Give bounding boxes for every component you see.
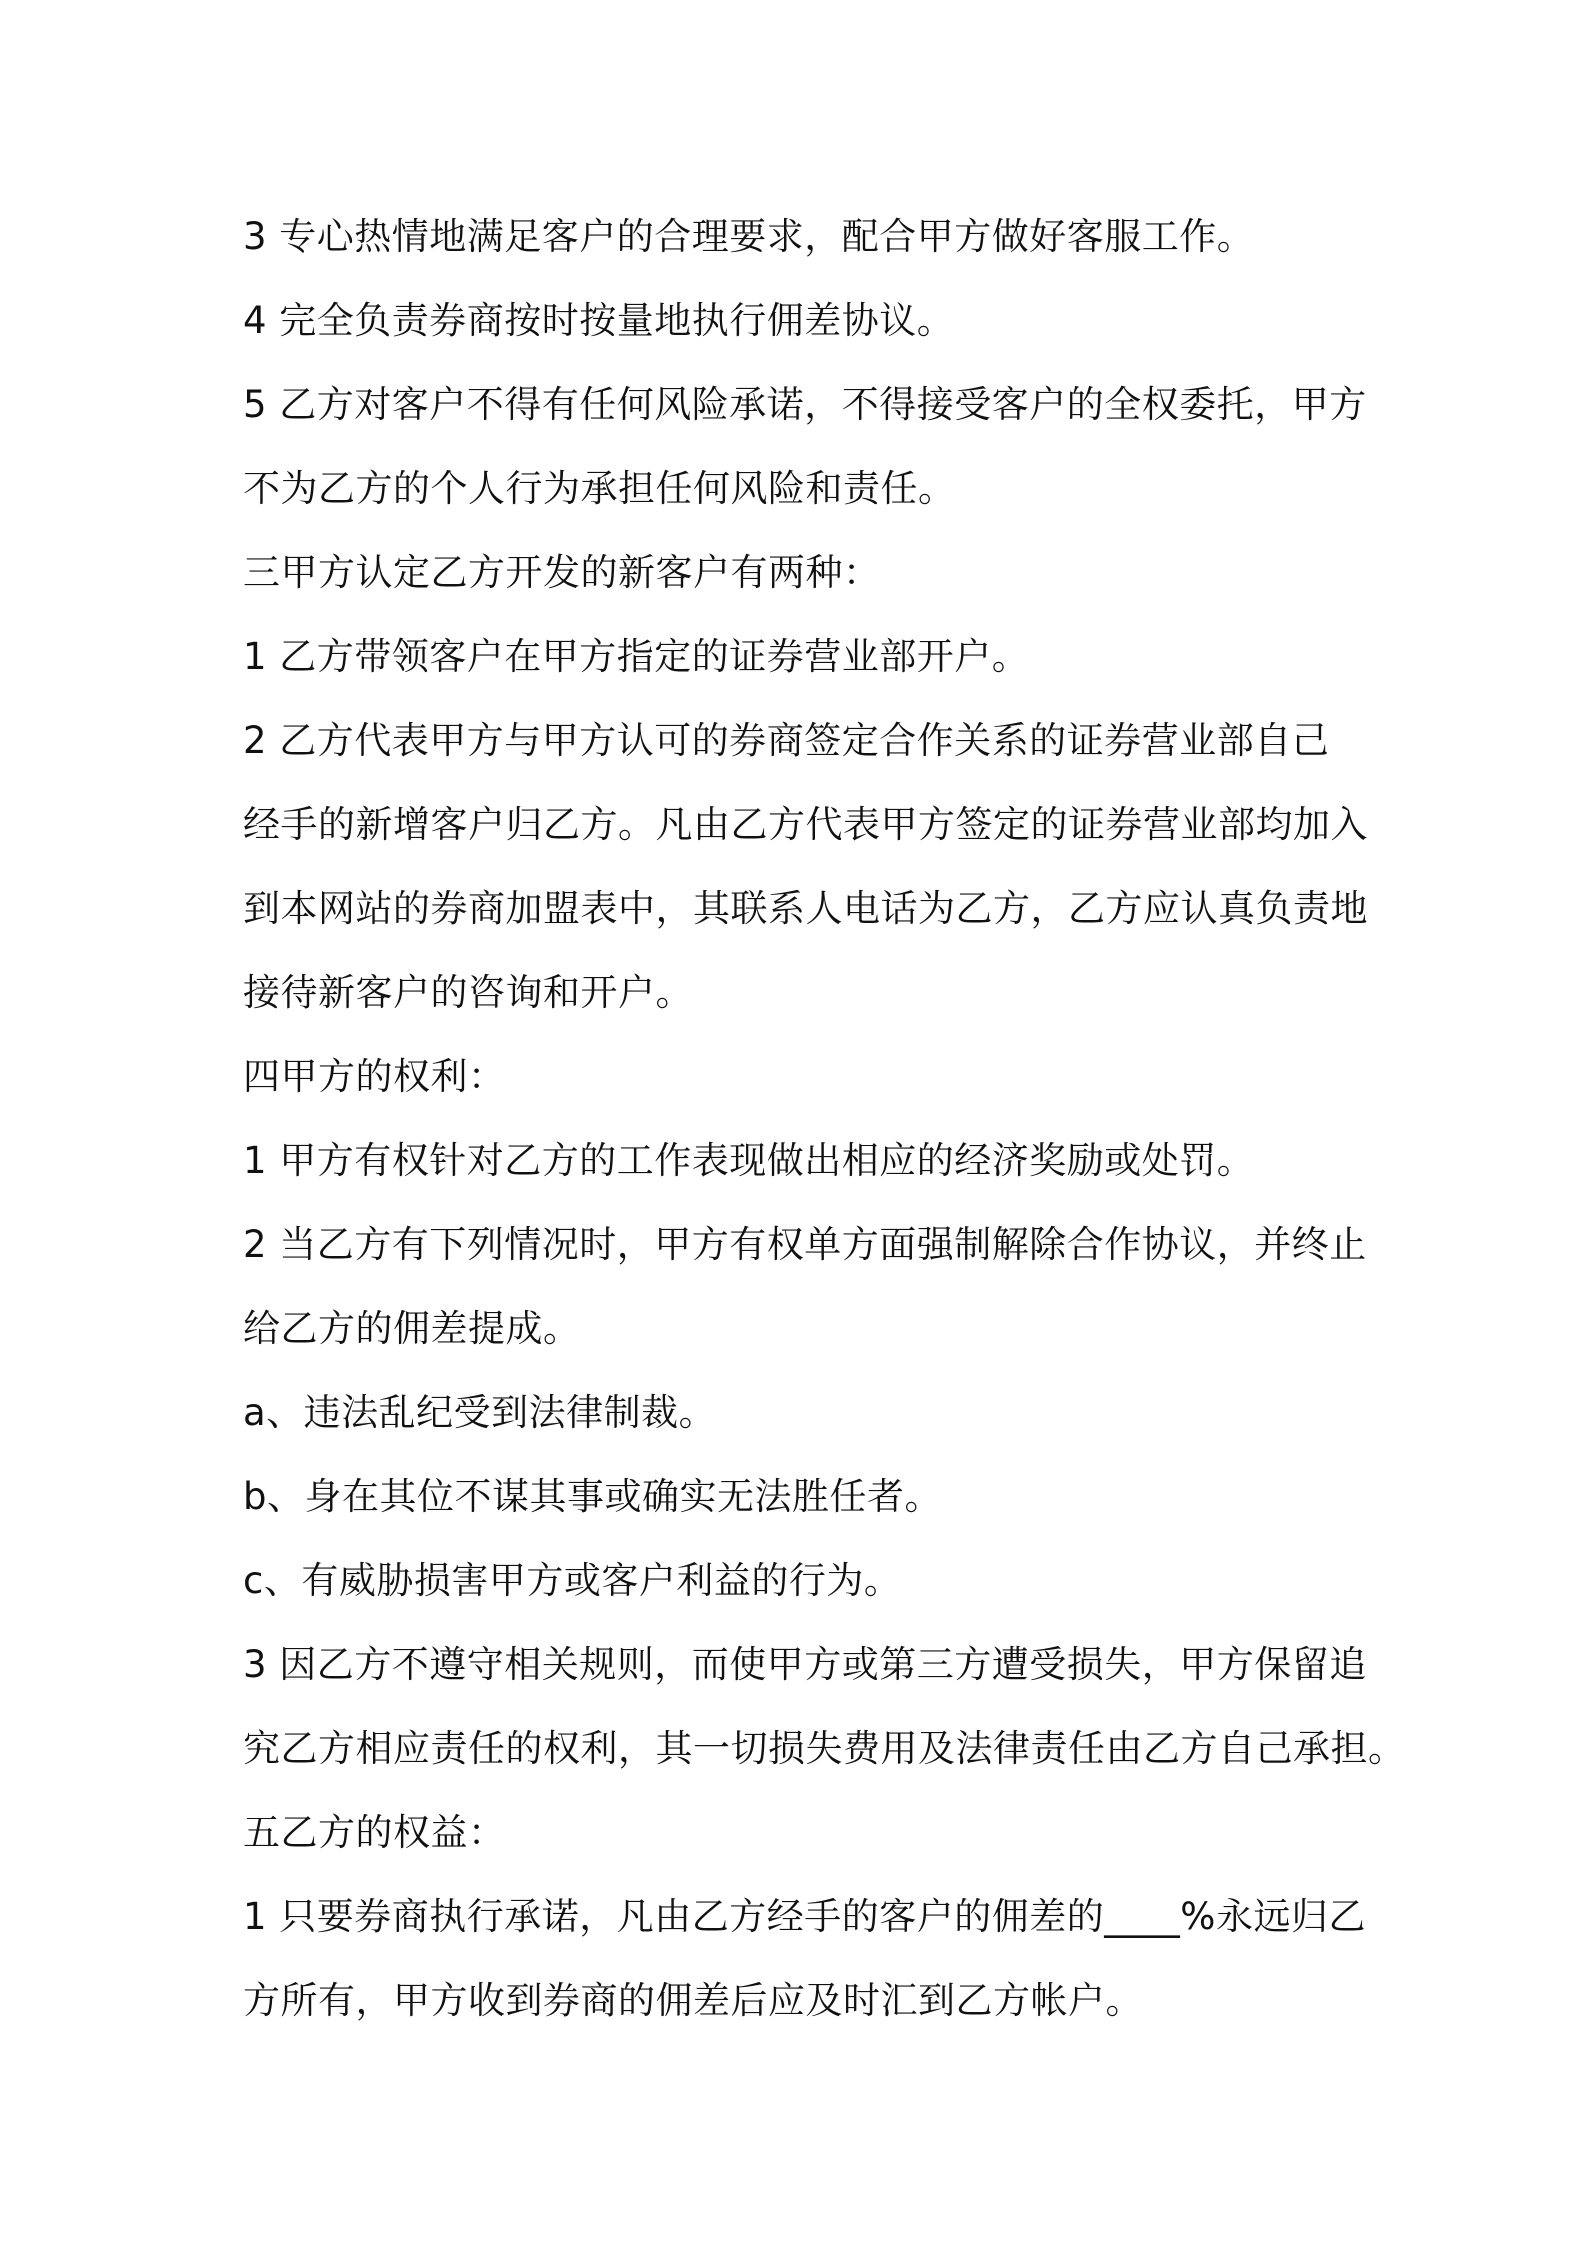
clause-5-line-1: 5 乙方对客户不得有任何风险承诺，不得接受客户的全权委托，甲方	[243, 383, 1367, 426]
document-body	[243, 195, 1406, 2043]
section-4-item-1: 1 甲方有权针对乙方的工作表现做出相应的经济奖励或处罚。	[243, 1139, 1255, 1182]
section-3-item-1: 1 乙方带领客户在甲方指定的证券营业部开户。	[243, 635, 1030, 678]
section-4-item-3-line-2: 究乙方相应责任的权利，其一切损失费用及法律责任由乙方自己承担。	[243, 1727, 1406, 1770]
section-3-heading: 三甲方认定乙方开发的新客户有两种：	[243, 551, 881, 594]
section-3-item-2-line-1: 2 乙方代表甲方与甲方认可的券商签定合作关系的证券营业部自己	[243, 719, 1330, 762]
section-4-item-3-line-1: 3 因乙方不遵守相关规则，而使甲方或第三方遭受损失，甲方保留追	[243, 1643, 1367, 1686]
clause-4-line-1: 4 完全负责券商按时按量地执行佣差协议。	[243, 299, 955, 342]
section-5-item-1-line-2: 方所有，甲方收到券商的佣差后应及时汇到乙方帐户。	[243, 1979, 1143, 2022]
section-5-item-1-line-1: 1 只要券商执行承诺，凡由乙方经手的客户的佣差的____%永远归乙	[243, 1895, 1366, 1938]
clause-3-line-1: 3 专心热情地满足客户的合理要求，配合甲方做好客服工作。	[243, 215, 1255, 258]
section-4-heading: 四甲方的权利：	[243, 1055, 506, 1098]
section-3-item-2-line-4: 接待新客户的咨询和开户。	[243, 971, 693, 1014]
section-4-item-2c: c、有威胁损害甲方或客户利益的行为。	[243, 1559, 902, 1602]
section-4-item-2b: b、身在其位不谋其事或确实无法胜任者。	[243, 1475, 942, 1518]
section-4-item-2a: a、违法乱纪受到法律制裁。	[243, 1391, 717, 1434]
clause-5-line-2: 不为乙方的个人行为承担任何风险和责任。	[243, 467, 956, 510]
section-4-item-2-line-2: 给乙方的佣差提成。	[243, 1307, 581, 1350]
section-3-item-2-line-3: 到本网站的券商加盟表中，其联系人电话为乙方，乙方应认真负责地	[243, 887, 1368, 930]
section-3-item-2-line-2: 经手的新增客户归乙方。凡由乙方代表甲方签定的证券营业部均加入	[243, 803, 1368, 846]
section-5-heading: 五乙方的权益：	[243, 1811, 506, 1854]
section-4-item-2-line-1: 2 当乙方有下列情况时，甲方有权单方面强制解除合作协议，并终止	[243, 1223, 1367, 1266]
